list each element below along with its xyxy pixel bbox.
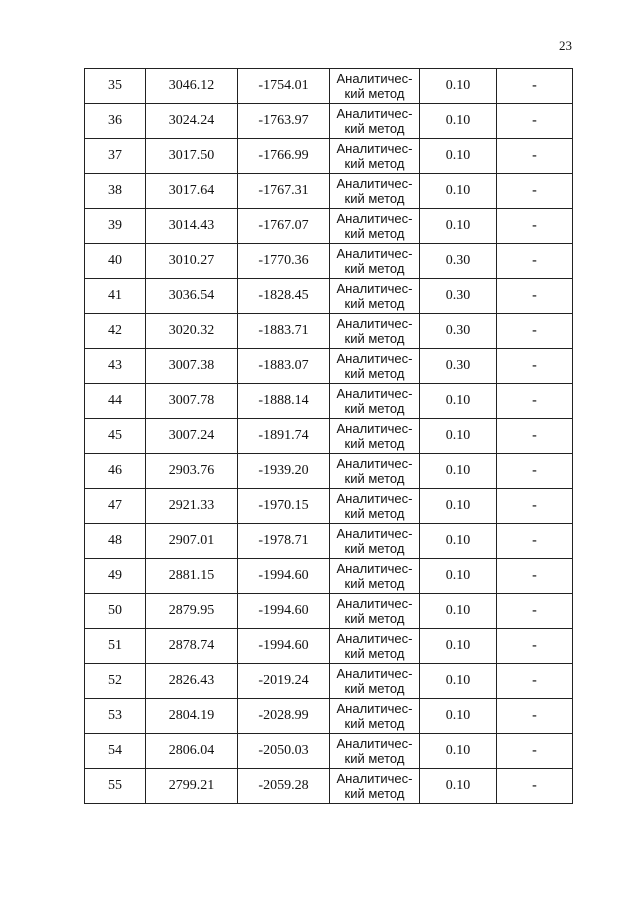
y-coordinate-cell: -2050.03: [238, 734, 330, 769]
table-row: [85, 489, 573, 524]
method-line-2: кий метод: [344, 156, 405, 171]
method-line-2: кий метод: [344, 261, 405, 276]
method-cell: [330, 629, 420, 664]
method-line-1: Аналитичес-: [336, 141, 413, 156]
method-line-1: Аналитичес-: [336, 596, 413, 611]
method-cell: [330, 559, 420, 594]
method-line-1: Аналитичес-: [336, 386, 413, 401]
method-cell: [330, 349, 420, 384]
table-row: [85, 209, 573, 244]
table-row: [85, 629, 573, 664]
point-number-cell: 36: [85, 104, 146, 139]
table-row: [85, 69, 573, 104]
table-row: [85, 454, 573, 489]
method-line-1: Аналитичес-: [336, 176, 413, 191]
accuracy-cell: 0.10: [420, 139, 497, 174]
accuracy-cell: 0.10: [420, 524, 497, 559]
x-coordinate-cell: 3017.50: [146, 139, 238, 174]
method-cell: [330, 279, 420, 314]
y-coordinate-cell: -1883.07: [238, 349, 330, 384]
table-row: [85, 419, 573, 454]
method-cell: [330, 524, 420, 559]
method-cell: [330, 454, 420, 489]
method-line-2: кий метод: [344, 436, 405, 451]
method-line-1: Аналитичес-: [336, 351, 413, 366]
x-coordinate-cell: 3036.54: [146, 279, 238, 314]
point-number-cell: 49: [85, 559, 146, 594]
point-number-cell: 37: [85, 139, 146, 174]
method-line-2: кий метод: [344, 471, 405, 486]
table-row: [85, 734, 573, 769]
method-line-2: кий метод: [344, 226, 405, 241]
method-cell: [330, 174, 420, 209]
extra-cell: -: [497, 559, 573, 594]
y-coordinate-cell: -1763.97: [238, 104, 330, 139]
accuracy-cell: 0.30: [420, 349, 497, 384]
x-coordinate-cell: 3007.24: [146, 419, 238, 454]
extra-cell: -: [497, 69, 573, 104]
point-number-cell: 38: [85, 174, 146, 209]
y-coordinate-cell: -1767.07: [238, 209, 330, 244]
method-line-2: кий метод: [344, 751, 405, 766]
extra-cell: -: [497, 629, 573, 664]
x-coordinate-cell: 3014.43: [146, 209, 238, 244]
method-line-1: Аналитичес-: [336, 421, 413, 436]
method-cell: [330, 419, 420, 454]
method-cell: [330, 244, 420, 279]
method-line-1: Аналитичес-: [336, 246, 413, 261]
extra-cell: -: [497, 734, 573, 769]
method-cell: [330, 594, 420, 629]
accuracy-cell: 0.10: [420, 104, 497, 139]
table-row: [85, 384, 573, 419]
y-coordinate-cell: -1828.45: [238, 279, 330, 314]
point-number-cell: 53: [85, 699, 146, 734]
table-row: [85, 594, 573, 629]
method-line-2: кий метод: [344, 331, 405, 346]
point-number-cell: 41: [85, 279, 146, 314]
method-cell: [330, 664, 420, 699]
page-number: 23: [559, 38, 572, 53]
x-coordinate-cell: 2799.21: [146, 769, 238, 804]
point-number-cell: 46: [85, 454, 146, 489]
method-line-2: кий метод: [344, 541, 405, 556]
accuracy-cell: 0.10: [420, 769, 497, 804]
y-coordinate-cell: -2028.99: [238, 699, 330, 734]
x-coordinate-cell: 3017.64: [146, 174, 238, 209]
method-cell: [330, 69, 420, 104]
method-line-1: Аналитичес-: [336, 211, 413, 226]
x-coordinate-cell: 2804.19: [146, 699, 238, 734]
y-coordinate-cell: -1994.60: [238, 594, 330, 629]
x-coordinate-cell: 3046.12: [146, 69, 238, 104]
extra-cell: -: [497, 174, 573, 209]
method-line-1: Аналитичес-: [336, 491, 413, 506]
extra-cell: -: [497, 664, 573, 699]
method-line-1: Аналитичес-: [336, 771, 413, 786]
point-number-cell: 50: [85, 594, 146, 629]
method-line-1: Аналитичес-: [336, 456, 413, 471]
x-coordinate-cell: 2921.33: [146, 489, 238, 524]
method-line-2: кий метод: [344, 786, 405, 801]
x-coordinate-cell: 2907.01: [146, 524, 238, 559]
extra-cell: -: [497, 349, 573, 384]
table-row: [85, 314, 573, 349]
method-line-2: кий метод: [344, 681, 405, 696]
table-row: [85, 174, 573, 209]
y-coordinate-cell: -1770.36: [238, 244, 330, 279]
table-row: [85, 699, 573, 734]
extra-cell: -: [497, 419, 573, 454]
method-line-1: Аналитичес-: [336, 316, 413, 331]
extra-cell: -: [497, 244, 573, 279]
method-cell: [330, 489, 420, 524]
x-coordinate-cell: 3020.32: [146, 314, 238, 349]
method-line-2: кий метод: [344, 296, 405, 311]
method-cell: [330, 699, 420, 734]
accuracy-cell: 0.10: [420, 454, 497, 489]
accuracy-cell: 0.30: [420, 314, 497, 349]
method-line-1: Аналитичес-: [336, 71, 413, 86]
extra-cell: -: [497, 209, 573, 244]
point-number-cell: 52: [85, 664, 146, 699]
point-number-cell: 55: [85, 769, 146, 804]
y-coordinate-cell: -2059.28: [238, 769, 330, 804]
accuracy-cell: 0.10: [420, 209, 497, 244]
table-row: [85, 139, 573, 174]
accuracy-cell: 0.10: [420, 664, 497, 699]
coordinates-table: [84, 68, 573, 804]
y-coordinate-cell: -1978.71: [238, 524, 330, 559]
method-line-1: Аналитичес-: [336, 106, 413, 121]
x-coordinate-cell: 3007.38: [146, 349, 238, 384]
accuracy-cell: 0.10: [420, 489, 497, 524]
accuracy-cell: 0.30: [420, 244, 497, 279]
method-line-2: кий метод: [344, 366, 405, 381]
method-cell: [330, 314, 420, 349]
point-number-cell: 44: [85, 384, 146, 419]
x-coordinate-cell: 2806.04: [146, 734, 238, 769]
extra-cell: -: [497, 384, 573, 419]
x-coordinate-cell: 2826.43: [146, 664, 238, 699]
y-coordinate-cell: -1970.15: [238, 489, 330, 524]
x-coordinate-cell: 3024.24: [146, 104, 238, 139]
x-coordinate-cell: 3007.78: [146, 384, 238, 419]
x-coordinate-cell: 2881.15: [146, 559, 238, 594]
method-line-2: кий метод: [344, 611, 405, 626]
method-line-1: Аналитичес-: [336, 526, 413, 541]
point-number-cell: 51: [85, 629, 146, 664]
accuracy-cell: 0.10: [420, 734, 497, 769]
method-line-1: Аналитичес-: [336, 281, 413, 296]
point-number-cell: 43: [85, 349, 146, 384]
extra-cell: -: [497, 454, 573, 489]
accuracy-cell: 0.30: [420, 279, 497, 314]
table-row: [85, 559, 573, 594]
method-line-2: кий метод: [344, 191, 405, 206]
y-coordinate-cell: -1939.20: [238, 454, 330, 489]
extra-cell: -: [497, 139, 573, 174]
method-cell: [330, 139, 420, 174]
point-number-cell: 35: [85, 69, 146, 104]
accuracy-cell: 0.10: [420, 559, 497, 594]
y-coordinate-cell: -1883.71: [238, 314, 330, 349]
method-line-1: Аналитичес-: [336, 736, 413, 751]
x-coordinate-cell: 2903.76: [146, 454, 238, 489]
point-number-cell: 39: [85, 209, 146, 244]
y-coordinate-cell: -1767.31: [238, 174, 330, 209]
accuracy-cell: 0.10: [420, 629, 497, 664]
accuracy-cell: 0.10: [420, 594, 497, 629]
method-line-1: Аналитичес-: [336, 631, 413, 646]
y-coordinate-cell: -1891.74: [238, 419, 330, 454]
extra-cell: -: [497, 489, 573, 524]
method-line-2: кий метод: [344, 576, 405, 591]
method-line-2: кий метод: [344, 121, 405, 136]
extra-cell: -: [497, 699, 573, 734]
accuracy-cell: 0.10: [420, 69, 497, 104]
method-line-2: кий метод: [344, 506, 405, 521]
method-line-2: кий метод: [344, 716, 405, 731]
table-row: [85, 769, 573, 804]
x-coordinate-cell: 2878.74: [146, 629, 238, 664]
y-coordinate-cell: -1766.99: [238, 139, 330, 174]
table-body: [85, 69, 573, 804]
table-row: [85, 664, 573, 699]
point-number-cell: 40: [85, 244, 146, 279]
point-number-cell: 48: [85, 524, 146, 559]
accuracy-cell: 0.10: [420, 699, 497, 734]
x-coordinate-cell: 3010.27: [146, 244, 238, 279]
method-cell: [330, 384, 420, 419]
accuracy-cell: 0.10: [420, 419, 497, 454]
table-row: [85, 524, 573, 559]
x-coordinate-cell: 2879.95: [146, 594, 238, 629]
y-coordinate-cell: -1888.14: [238, 384, 330, 419]
extra-cell: -: [497, 279, 573, 314]
method-cell: [330, 769, 420, 804]
accuracy-cell: 0.10: [420, 174, 497, 209]
method-line-2: кий метод: [344, 86, 405, 101]
extra-cell: -: [497, 314, 573, 349]
y-coordinate-cell: -2019.24: [238, 664, 330, 699]
method-line-1: Аналитичес-: [336, 701, 413, 716]
method-cell: [330, 104, 420, 139]
point-number-cell: 54: [85, 734, 146, 769]
method-cell: [330, 734, 420, 769]
accuracy-cell: 0.10: [420, 384, 497, 419]
table-row: [85, 279, 573, 314]
y-coordinate-cell: -1994.60: [238, 559, 330, 594]
point-number-cell: 45: [85, 419, 146, 454]
method-line-1: Аналитичес-: [336, 561, 413, 576]
y-coordinate-cell: -1754.01: [238, 69, 330, 104]
method-line-2: кий метод: [344, 646, 405, 661]
point-number-cell: 47: [85, 489, 146, 524]
method-line-1: Аналитичес-: [336, 666, 413, 681]
y-coordinate-cell: -1994.60: [238, 629, 330, 664]
extra-cell: -: [497, 769, 573, 804]
extra-cell: -: [497, 524, 573, 559]
table-row: [85, 244, 573, 279]
table-row: [85, 349, 573, 384]
table-row: [85, 104, 573, 139]
extra-cell: -: [497, 594, 573, 629]
extra-cell: -: [497, 104, 573, 139]
method-cell: [330, 209, 420, 244]
method-line-2: кий метод: [344, 401, 405, 416]
point-number-cell: 42: [85, 314, 146, 349]
